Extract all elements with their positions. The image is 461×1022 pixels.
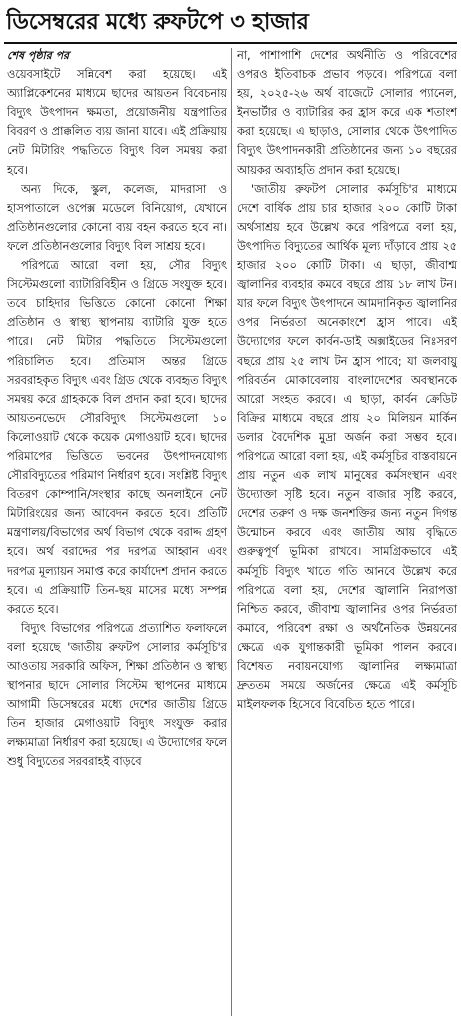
article-column-left (7, 46, 227, 1018)
article-column-right (237, 46, 457, 1018)
headline: ডিসেম্বরের মধ্যে রুফটপে ৩ হাজার (6, 9, 309, 35)
column-divider (231, 48, 232, 1016)
headline-rule (4, 42, 457, 44)
paragraph: 'জাতীয় রুফটপ সোলার কর্মসূচি'র মাধ্যমে দেশে বার্ষিক প্রায় চার হাজার ২০০ কোটি টাকা অর্থসাশ্রয় হবে উল্লেখ করে পরিপত্রে বলা হয়, উৎপাদিত বিদ্যুতের আর্থিক মূল্য দাঁড়াবে প্রায় ২৫ হাজার ২০০ কোটি টাকা। এ ছাড়া, জীবাশ্ম জ্বালানির ব্যবহার কমবে বছরে প্রায় ১৮ লাখ টন। যার ফলে বিদ্যুৎ উৎপাদনে আমদানিকৃত জ্বালানির ওপর নির্ভরতা অনেকাংশে হ্রাস পাবে। এই উদ্যোগের ফলে কার্বন-ডাই অক্সাইডের নিঃসরণ বছরে প্রায় ২৫ লাখ টন হ্রাস পাবে; যা জলবায়ু পরিবর্তন মোকাবেলায় বাংলাদেশের অবস্থানকে আরো সংহত করবে। এ ছাড়া, কার্বন ক্রেডিট বিক্রির মাধ্যমে বছরে প্রায় ২০ মিলিয়ন মার্কিন ডলার বৈদেশিক মুদ্রা অর্জন করা সম্ভব হবে। পরিপত্রে আরো বলা হয়, এই কর্মসূচির বাস্তবায়নে প্রায় নতুন এক লাখ মানুষের কর্মসংস্থান এবং উদ্যোক্তা সৃষ্টি হবে। নতুন বাজার সৃষ্টি করবে, দেশের তরুণ ও দক্ষ জনশক্তির জন্য নতুন দিগন্ত উন্মোচন করবে এবং জাতীয় আয় বৃদ্ধিতে গুরুত্বপূর্ণ ভূমিকা রাখবে। সামগ্রিকভাবে এই কর্মসূচি বিদ্যুৎ খাতে গতি আনবে উল্লেখ করে পরিপত্রে বলা হয়, দেশের জ্বালানি নিরাপত্তা নিশ্চিত করবে, জীবাশ্ম জ্বালানির ওপর নির্ভরতা কমাবে, পরিবেশ রক্ষা ও অর্থনৈতিক উন্নয়নের ক্ষেত্রে এক যুগান্তকারী ভূমিকা পালন করবে। বিশেষত নবায়নযোগ্য জ্বালানির লক্ষ্যমাত্রা দ্রুততম সময়ে অর্জনের ক্ষেত্রে এই কর্মসূচি মাইলফলক হিসেবে বিবেচিত হতে পারে। (237, 182, 457, 712)
continued-from-label: শেষ পৃষ্ঠার পর (7, 49, 70, 62)
paragraph: পরিপত্রে আরো বলা হয়, সৌর বিদ্যুৎ সিস্টেমগুলো ব্যাটারিবিহীন ও গ্রিডে সংযুক্ত হবে। তবে চাহিদার ভিত্তিতে কোনো কোনো শিক্ষা প্রতিষ্ঠান ও স্বাস্থ্য স্থাপনায় ব্যাটারি যুক্ত হতে পারে। নেট মিটার পদ্ধতিতে সিস্টেমগুলো পরিচালিত হবে। প্রতিমাস অন্তর গ্রিডে সরবরাহকৃত বিদ্যুৎ এবং গ্রিড থেকে ব্যবহৃত বিদ্যুৎ সমন্বয় করে গ্রাহককে বিল প্রদান করা হবে। ছাদের আয়তনভেদে সৌরবিদ্যুৎ সিস্টেমগুলো ১০ কিলোওয়াট থেকে কয়েক মেগাওয়াট হবে। ছাদের পরিমাপের ভিত্তিতে ভবনের উৎপাদনযোগ্য সৌরবিদ্যুতের পরিমাণ নির্ধারণ হবে। সংশ্লিষ্ট বিদ্যুৎ বিতরণ কোম্পানি/সংস্থার কাছে অনলাইনে নেট মিটারিংয়ের জন্য আবেদন করতে হবে। প্রতিটি মন্ত্রণালয়/বিভাগের অর্থ বিভাগ থেকে বরাদ্দ গ্রহণ হবে। অর্থ বরাদ্দের পর দরপত্র আহ্বান এবং দরপত্র মূল্যায়ন সমাপ্ত করে কার্যাদেশ প্রদান করতে হবে। এ প্রক্রিয়াটি তিন-ছয় মাসের মধ্যে সম্পন্ন করতে হবে। (7, 259, 227, 616)
paragraph: বিদ্যুৎ বিভাগের পরিপত্রে প্রত্যাশিত ফলাফলে বলা হয়েছে 'জাতীয় রুফটপ সোলার কর্মসূচি'র আওতায় সরকারি অফিস, শিক্ষা প্রতিষ্ঠান ও স্বাস্থ্য স্থাপনার ছাদে সোলার সিস্টেম স্থাপনের মাধ্যমে আগামী ডিসেম্বরের মধ্যে দেশের জাতীয় গ্রিডে তিন হাজার মেগাওয়াট বিদ্যুৎ সংযুক্ত করার লক্ষ্যমাত্রা নির্ধারণ করা হয়েছে। এ উদ্যোগের ফলে শুধু বিদ্যুতের সরবরাহই বাড়বে (7, 621, 227, 769)
paragraph: ওয়েবসাইটে সন্নিবেশ করা হয়েছে। এই অ্যাপ্লিকেশনের মাধ্যমে ছাদের আয়তন বিবেচনায় বিদ্যুৎ উৎপাদন ক্ষমতা, প্রয়োজনীয় যন্ত্রপাতির বিবরণ ও প্রাক্কলিত ব্যয় জানা যাবে। এই প্রক্রিয়ায় নেট মিটারিং পদ্ধতিতে বিদ্যুৎ বিল সমন্বয় করা হবে। (7, 68, 227, 177)
paragraph: না, পাশাপাশি দেশের অর্থনীতি ও পরিবেশের ওপরও ইতিবাচক প্রভাব পড়বে। পরিপত্রে বলা হয়, ২০২৫-২৬ অর্থ বাজেটে সোলার প্যানেল, ইনভার্টার ও ব্যাটারির কর হ্রাস করে এক শতাংশ করা হয়েছে। এ ছাড়াও, সোলার থেকে উৎপাদিত বিদ্যুৎ উৎপাদনকারী প্রতিষ্ঠানের জন্য ১০ বছরের আয়কর অব্যাহতি প্রদান করা হয়েছে। (237, 49, 457, 177)
paragraph: অন্য দিকে, স্কুল, কলেজ, মাদরাসা ও হাসপাতালে ওপেক্স মডেলে বিনিয়োগ, যেখানে প্রতিষ্ঠানগুলোর কোনো ব্যয় বহন করতে হবে না। ফলে প্রতিষ্ঠানগুলোর বিদ্যুৎ বিল সাশ্রয় হবে। (7, 182, 227, 253)
